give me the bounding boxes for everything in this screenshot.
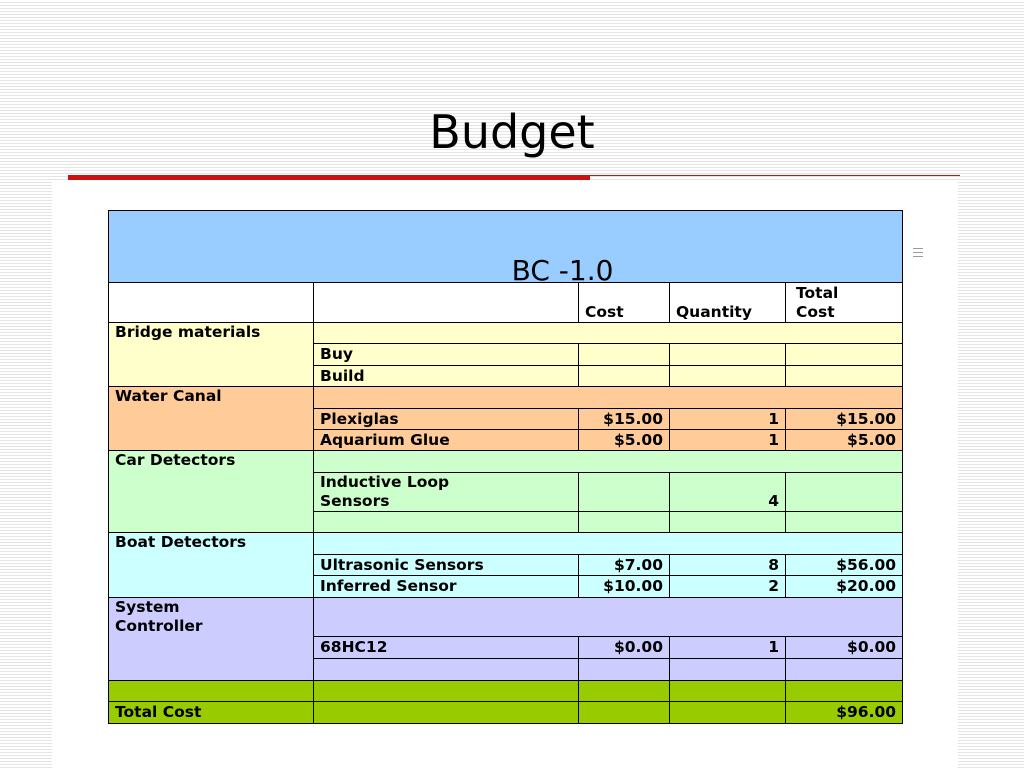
item-name: Plexiglas [314,409,579,430]
item-name: 68HC12 [314,637,579,659]
section-fill [314,533,903,555]
item-cost [579,366,670,387]
section-label: Boat Detectors [109,533,314,598]
section-row [109,533,903,555]
header-blank-cell [314,283,579,323]
total-row [109,702,903,724]
scroll-grip-icon [913,248,923,262]
section-row [109,598,903,637]
spacer-cell [786,681,903,702]
item-name: Buy [314,344,579,366]
item-total [786,659,903,681]
section-fill [314,451,903,473]
spacer-row [109,681,903,702]
item-name: Inductive Loop Sensors [314,473,579,512]
item-quantity: 1 [670,409,786,430]
item-quantity: 1 [670,637,786,659]
item-cost: $15.00 [579,409,670,430]
item-name [314,512,579,533]
section-fill [314,598,903,637]
item-quantity [670,366,786,387]
item-cost [579,659,670,681]
item-cost [579,344,670,366]
item-name: Aquarium Glue [314,430,579,451]
total-blank-cell [579,702,670,724]
item-quantity: 1 [670,430,786,451]
item-quantity [670,659,786,681]
spacer-cell [109,681,314,702]
section-label: Bridge materials [109,323,314,387]
section-row [109,323,903,344]
item-name [314,659,579,681]
item-name: Build [314,366,579,387]
header-quantity: Quantity [670,283,786,323]
spacer-cell [579,681,670,702]
item-quantity: 8 [670,555,786,576]
item-total [786,512,903,533]
title-underline-thin [590,175,960,176]
table-title: BC -1.0 [109,211,903,283]
header-blank-cell [109,283,314,323]
item-cost [579,473,670,512]
total-label: Total Cost [109,702,314,724]
spacer-cell [314,681,579,702]
total-blank-cell [314,702,579,724]
item-quantity [670,344,786,366]
total-value: $96.00 [786,702,903,724]
item-cost: $5.00 [579,430,670,451]
section-label: Water Canal [109,387,314,451]
item-cost: $10.00 [579,576,670,598]
item-total: $0.00 [786,637,903,659]
section-label: Car Detectors [109,451,314,533]
item-total: $20.00 [786,576,903,598]
header-cost: Cost [579,283,670,323]
item-total [786,344,903,366]
item-quantity: 2 [670,576,786,598]
item-name: Inferred Sensor [314,576,579,598]
section-row [109,387,903,409]
item-cost: $0.00 [579,637,670,659]
section-row [109,451,903,473]
section-fill [314,387,903,409]
item-total: $5.00 [786,430,903,451]
section-label: System Controller [109,598,314,681]
item-quantity [670,512,786,533]
item-total: $15.00 [786,409,903,430]
header-row [109,283,903,323]
budget-table [108,210,903,724]
item-quantity: 4 [670,473,786,512]
header-total-cost: Total Cost [786,283,903,323]
slide-title: Budget [429,105,595,159]
item-name: Ultrasonic Sensors [314,555,579,576]
total-blank-cell [670,702,786,724]
spacer-cell [670,681,786,702]
item-cost [579,512,670,533]
item-total [786,473,903,512]
section-fill [314,323,903,344]
item-total [786,366,903,387]
item-cost: $7.00 [579,555,670,576]
item-total: $56.00 [786,555,903,576]
